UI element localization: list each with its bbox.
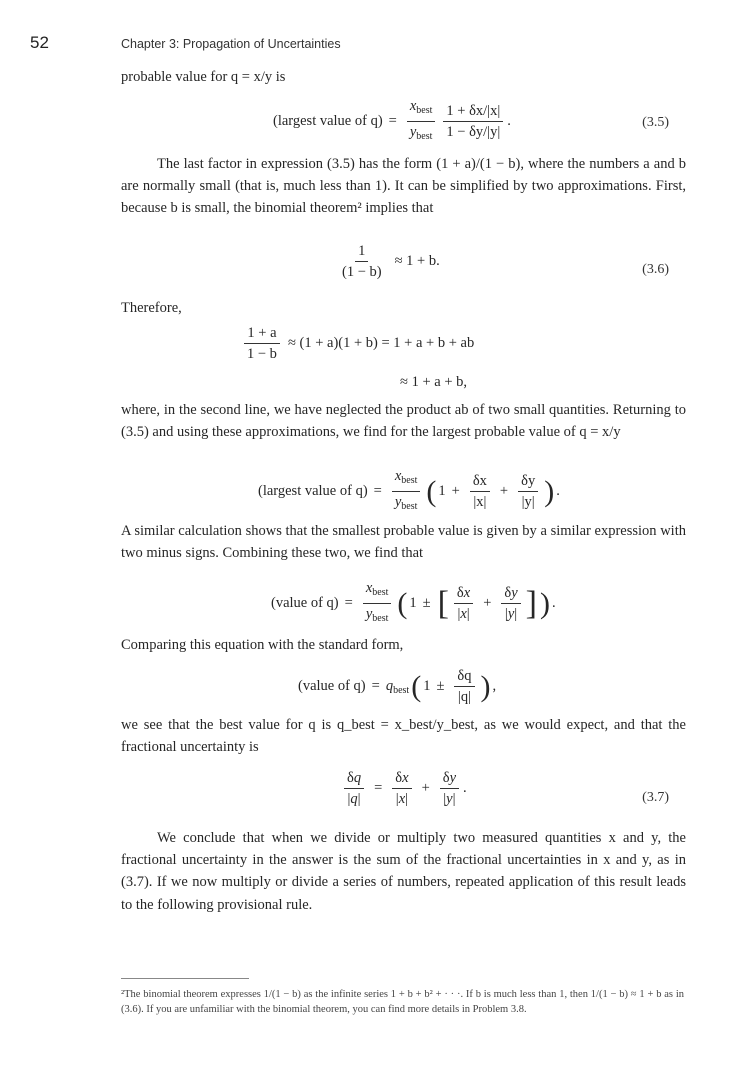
equation-3-5: (largest value of q) = $\frac{x_{best}}{y_{best}}$ $\frac{1 + \delta x/|x|}{1 - \delta y/|y|}$ . xyxy=(273,98,511,142)
paragraph-5: Comparing this equation with the standard form, xyxy=(121,637,404,653)
paragraph-3: where, in the second line, we have neglected the product ab of two small quantities. Returning to (3.5) and using these approximations, we find for the largest probable value of q = x/y xyxy=(121,402,686,441)
eq-3-6-den: (1 − b) xyxy=(342,264,382,280)
paragraph-1: The last factor in expression (3.5) has the form (1 + a)/(1 − b), where the numbers a and b are normally small (that is, much less than 1). It can be simplified by two approximations. First, because b is small, the binomial theorem² implies that xyxy=(121,156,686,217)
eq-standard-q: |q| xyxy=(457,689,471,705)
eq-3-6-number: (3.6) xyxy=(642,262,669,277)
footnote: ²The binomial theorem expresses 1/(1 − b) as the infinite series 1 + b + b² + · · ·. If b is much less than 1, then 1/(1 − b) ≈ 1 + b as in (3.6). If you are unfamiliar with the binomial theorem, you can find more details in Problem 3.8. xyxy=(121,989,684,1015)
paragraph-4: A similar calculation shows that the smallest probable value is given by a similar expression with two minus signs. Combining these two, we find that xyxy=(121,523,686,562)
eq-approx-num: 1 + a xyxy=(244,325,279,344)
eq-3-5-num: 1 + δx/|x| xyxy=(443,103,503,122)
eq-largest-lhs: (largest value of q) xyxy=(258,483,368,499)
paragraph-0: probable value for q = x/y is xyxy=(121,69,286,85)
eq-3-6-num: 1 xyxy=(355,243,368,262)
equation-3-7: $\frac{\delta q}{|q|}$ = $\frac{\delta x}{|x|}$ + $\frac{\delta y}{|y|}$ . xyxy=(340,770,467,807)
eq-3-5-number: (3.5) xyxy=(642,115,669,130)
eq-largest-x: |x| xyxy=(473,494,487,510)
equation-approx-line1 xyxy=(240,325,474,362)
eq-largest-dy: δy xyxy=(518,473,538,492)
eq-3-5-lhs: (largest value of q) xyxy=(273,113,383,129)
eq-largest-dx: δx xyxy=(470,473,490,492)
eq-approx-den: 1 − b xyxy=(247,346,277,362)
paragraph-7: We conclude that when we divide or multiply two measured quantities x and y, the fractional uncertainty in the answer is the sum of the fractional uncertainties in x and y, as in (3.7). If we now multiply or divide a series of numbers, repeated application of this result leads to the following provisional rule. xyxy=(121,830,686,913)
paragraph-6: we see that the best value for q is q_best = x_best/y_best, as we would expect, and that the fractional uncertainty is xyxy=(121,717,686,756)
chapter-title: Chapter 3: Propagation of Uncertainties xyxy=(121,37,341,51)
page-number: 52 xyxy=(30,33,49,52)
equation-approx-line2 xyxy=(400,374,467,391)
eq-largest-y: |y| xyxy=(521,494,535,510)
eq-value-lhs: (value of q) xyxy=(271,595,339,611)
equation-value: (value of q) = $\frac{x_{best}}{y_{best}}$ ( 1 ± [ $\frac{\delta x}{|x|}$ + $\frac{\delta y}{|y|}$ ] ) . xyxy=(271,580,556,624)
equation-largest: (largest value of q) = $\frac{x_{best}}{y_{best}}$ ( 1 + $\frac{\delta x}{|x|}$ + $\frac{\delta y}{|y|}$ ) . xyxy=(258,468,560,512)
eq-standard-lhs: (value of q) xyxy=(298,678,366,694)
footnote-rule xyxy=(121,978,249,979)
equation-3-6 xyxy=(335,243,440,280)
paragraph-2: Therefore, xyxy=(121,300,182,316)
eq-approx-line1-rhs: ≈ (1 + a)(1 + b) = 1 + a + b + ab xyxy=(287,335,475,351)
eq-3-5-den: 1 − δy/|y| xyxy=(446,124,501,140)
eq-3-6-rhs: ≈ 1 + b. xyxy=(394,253,440,269)
eq-3-7-number: (3.7) xyxy=(642,790,669,805)
equation-standard: (value of q) = $q_{best}$ ( 1 ± $\frac{\delta q}{|q|}$ ) , xyxy=(298,668,497,705)
eq-approx-line2-rhs: ≈ 1 + a + b, xyxy=(400,374,467,390)
eq-standard-dq: δq xyxy=(454,668,474,687)
